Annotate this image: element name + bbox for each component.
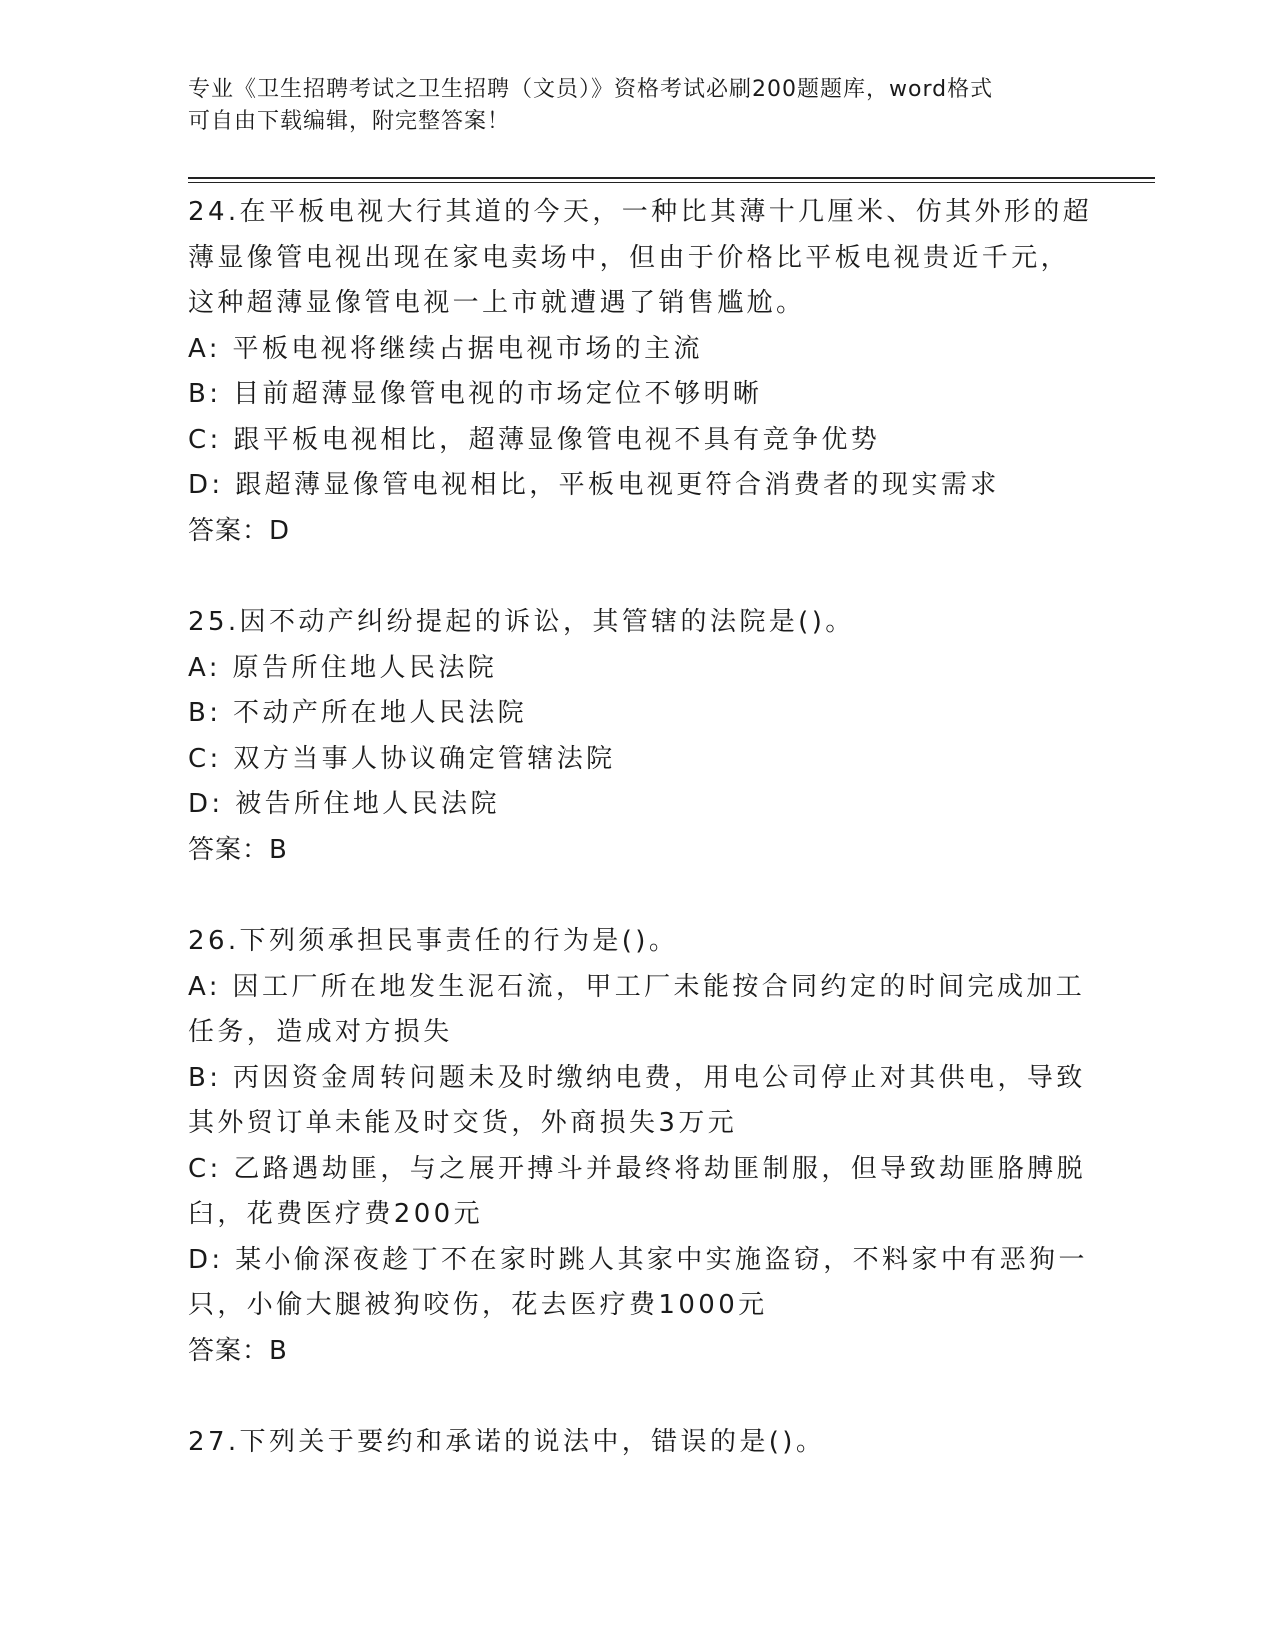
option-line: A: 原告所住地人民法院	[188, 652, 498, 683]
question-stem-line: 薄显像管电视出现在家电卖场中，但由于价格比平板电视贵近千元，	[188, 242, 1071, 273]
answer-value: B	[269, 834, 288, 865]
header-line-2: 可自由下载编辑，附完整答案！	[188, 109, 511, 134]
header-rule-thick	[188, 177, 1155, 179]
option-line: C: 双方当事人协议确定管辖法院	[188, 743, 616, 774]
question-list	[188, 190, 1093, 1512]
question-block	[188, 1420, 1088, 1466]
question-block	[188, 600, 1088, 873]
answer-label: 答案：	[188, 834, 270, 865]
answer-value: D	[269, 515, 291, 546]
question-stem-line: 25.因不动产纠纷提起的诉讼，其管辖的法院是()。	[188, 607, 855, 637]
option-line: 其外贸订单未能及时交货，外商损失3万元	[188, 1108, 738, 1138]
option-line: D: 跟超薄显像管电视相比，平板电视更符合消费者的现实需求	[188, 470, 1000, 500]
answer-value: B	[269, 1335, 288, 1366]
option-line: B: 目前超薄显像管电视的市场定位不够明晰	[188, 379, 763, 409]
option-line: 只，小偷大腿被狗咬伤，花去医疗费1000元	[188, 1290, 768, 1320]
answer-line	[188, 509, 1088, 555]
answer-label: 答案：	[188, 515, 270, 546]
option-line: B: 丙因资金周转问题未及时缴纳电费，用电公司停止对其供电，导致	[188, 1062, 1086, 1093]
option-line: A: 因工厂所在地发生泥石流，甲工厂未能按合同约定的时间完成加工	[188, 971, 1086, 1002]
question-stem-line: 26.下列须承担民事责任的行为是()。	[188, 926, 679, 956]
question-stem-line: 24.在平板电视大行其道的今天，一种比其薄十几厘米、仿其外形的超	[188, 197, 1093, 227]
question-block	[188, 919, 1088, 1374]
header-line-1: 专业《卫生招聘考试之卫生招聘（文员）》资格考试必刷200题题库，word格式	[188, 77, 994, 102]
option-line: C: 跟平板电视相比，超薄显像管电视不具有竞争优势	[188, 424, 881, 455]
option-line: 臼，花费医疗费200元	[188, 1199, 484, 1229]
option-line: D: 某小偷深夜趁丁不在家时跳人其家中实施盗窃，不料家中有恶狗一	[188, 1244, 1088, 1275]
option-line: C: 乙路遇劫匪，与之展开搏斗并最终将劫匪制服，但导致劫匪胳膊脱	[188, 1153, 1086, 1184]
document-header	[188, 74, 1068, 138]
option-line: B: 不动产所在地人民法院	[188, 698, 528, 728]
question-stem-line: 27.下列关于要约和承诺的说法中，错误的是()。	[188, 1427, 826, 1457]
answer-line	[188, 828, 1088, 874]
question-block	[188, 190, 1093, 554]
header-rule-thin	[188, 182, 1155, 183]
option-line: A: 平板电视将继续占据电视市场的主流	[188, 333, 703, 364]
answer-line	[188, 1329, 1088, 1375]
question-stem-line: 这种超薄显像管电视一上市就遭遇了销售尴尬。	[188, 288, 806, 318]
answer-label: 答案：	[188, 1335, 270, 1366]
option-line: D: 被告所住地人民法院	[188, 789, 500, 819]
option-line: 任务，造成对方损失	[188, 1017, 453, 1047]
